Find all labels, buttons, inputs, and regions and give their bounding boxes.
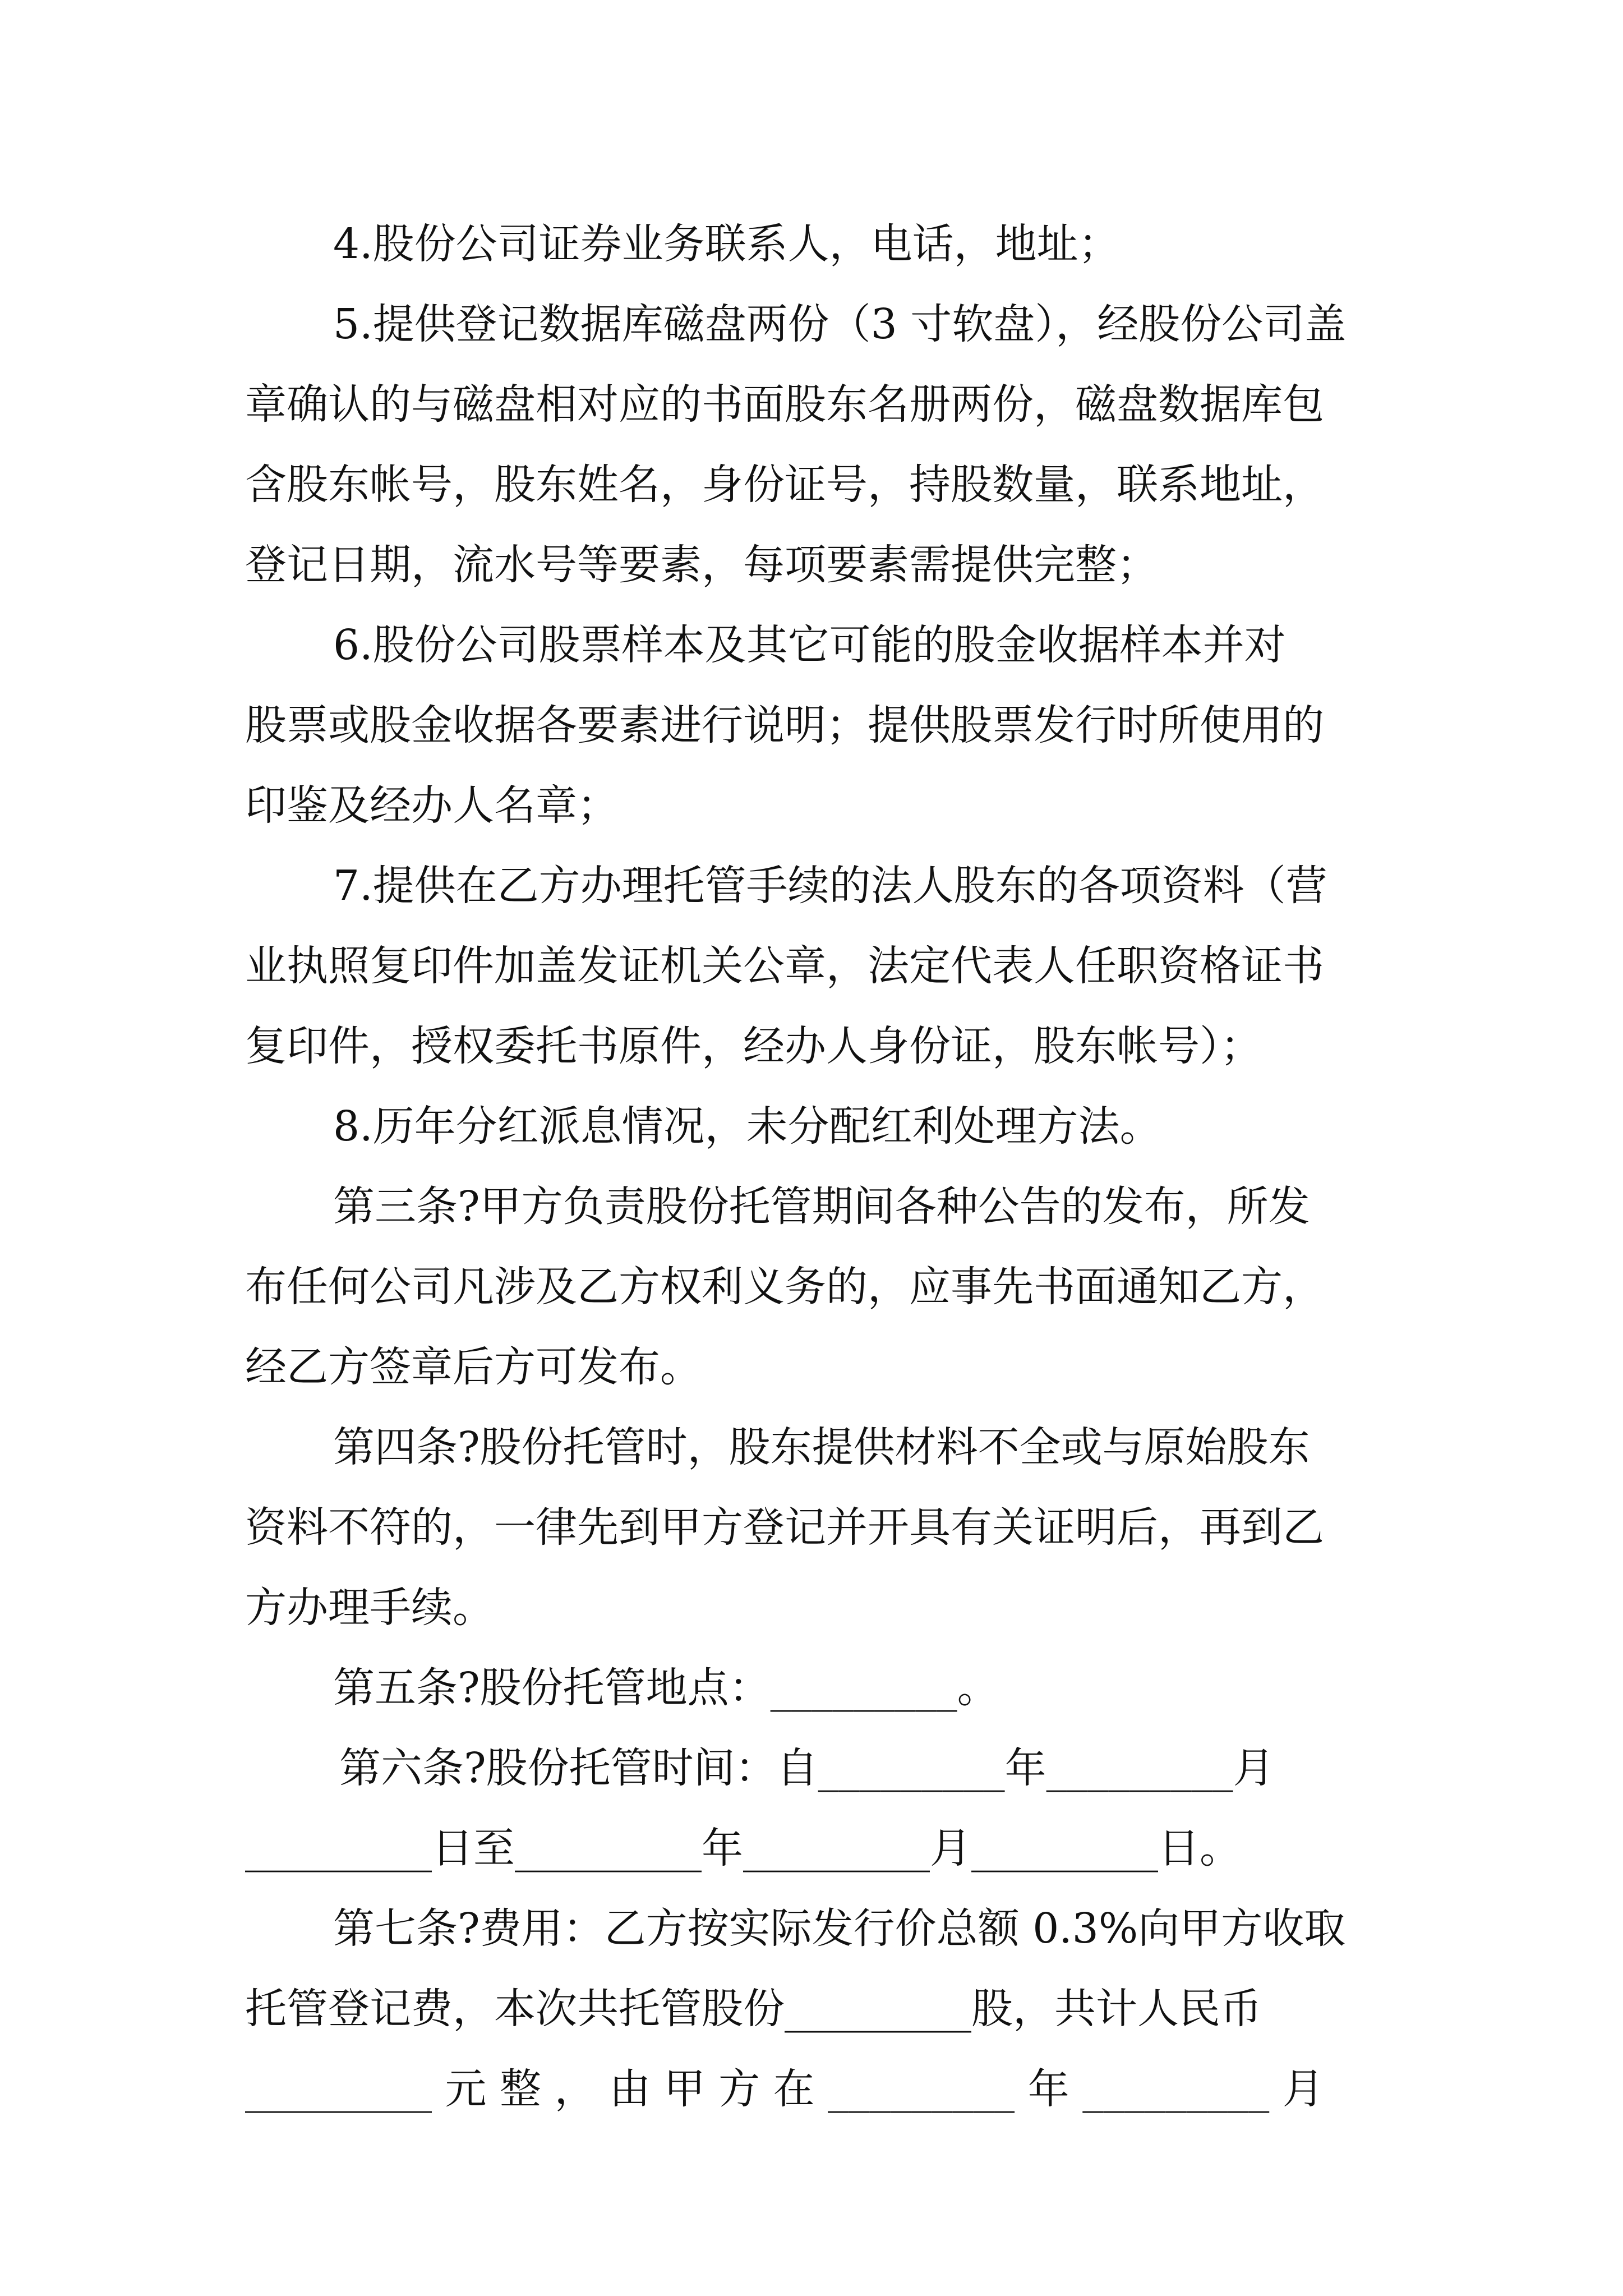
text-line bbox=[0, 766, 1623, 845]
text-line bbox=[0, 2050, 1623, 2128]
line-text: 第五条?股份托管地点：_________。 bbox=[333, 1664, 999, 1712]
line-text: 4.股份公司证券业务联系人，电话，地址； bbox=[333, 220, 1120, 268]
line-text: 印鉴及经办人名章； bbox=[245, 781, 619, 830]
line-text: 第三条?甲方负责股份托管期间各种公告的发布，所发 bbox=[333, 1182, 1310, 1231]
line-text: 7.提供在乙方办理托管手续的法人股东的各项资料（营 bbox=[333, 862, 1327, 910]
text-line bbox=[0, 1568, 1623, 1647]
text-line bbox=[0, 445, 1623, 524]
line-text: 第四条?股份托管时，股东提供材料不全或与原始股东 bbox=[333, 1423, 1310, 1471]
line-text: 复印件，授权委托书原件，经办人身份证，股东帐号）； bbox=[245, 1022, 1262, 1070]
line-text: 股票或股金收据各要素进行说明；提供股票发行时所使用的 bbox=[245, 701, 1324, 749]
text-line bbox=[0, 1649, 1623, 1727]
text-line bbox=[0, 1328, 1623, 1406]
line-text: 第六条?股份托管时间：自_________年_________月 bbox=[339, 1744, 1275, 1792]
text-line bbox=[0, 1167, 1623, 1246]
text-line bbox=[0, 1970, 1623, 2048]
line-text: 资料不符的，一律先到甲方登记并开具有关证明后，再到乙 bbox=[245, 1503, 1324, 1552]
text-line bbox=[0, 606, 1623, 684]
text-line bbox=[0, 205, 1623, 283]
text-line bbox=[0, 1809, 1623, 1888]
line-text: 第七条?费用：乙方按实际发行价总额 0.3%向甲方收取 bbox=[333, 1904, 1346, 1953]
line-text: 托管登记费，本次共托管股份_________股，共计人民币 bbox=[245, 1985, 1262, 2033]
text-line bbox=[0, 1488, 1623, 1567]
text-line bbox=[0, 1007, 1623, 1085]
line-text: _________日至_________年_________月_________日。 bbox=[245, 1824, 1241, 1872]
text-line bbox=[0, 1408, 1623, 1487]
text-line bbox=[0, 846, 1623, 925]
text-line bbox=[0, 285, 1623, 364]
line-text: 方办理手续。 bbox=[245, 1584, 494, 1632]
line-text: 5.提供登记数据库磁盘两份（3 寸软盘），经股份公司盖 bbox=[333, 300, 1347, 348]
line-text: 经乙方签章后方可发布。 bbox=[245, 1343, 702, 1391]
text-line bbox=[0, 927, 1623, 1005]
line-text: _________ 元 整 ， 由 甲 方 在 _________ 年 _________ 月 bbox=[245, 2065, 1324, 2113]
line-text: 业执照复印件加盖发证机关公章，法定代表人任职资格证书 bbox=[245, 942, 1324, 990]
line-text: 含股东帐号，股东姓名，身份证号，持股数量，联系地址， bbox=[245, 461, 1324, 509]
line-text: 布任何公司凡涉及乙方权利义务的，应事先书面通知乙方， bbox=[245, 1263, 1324, 1311]
line-text: 章确认的与磁盘相对应的书面股东名册两份，磁盘数据库包 bbox=[245, 380, 1324, 429]
line-text: 8.历年分红派息情况，未分配红利处理方法。 bbox=[333, 1102, 1161, 1151]
text-line bbox=[0, 365, 1623, 444]
text-line bbox=[0, 526, 1623, 604]
line-text: 6.股份公司股票样本及其它可能的股金收据样本并对 bbox=[333, 621, 1286, 669]
text-line bbox=[0, 1248, 1623, 1326]
text-line bbox=[0, 1729, 1623, 1807]
line-text: 登记日期，流水号等要素，每项要素需提供完整； bbox=[245, 541, 1158, 589]
text-line bbox=[0, 1889, 1623, 1968]
text-line bbox=[0, 1087, 1623, 1166]
text-line bbox=[0, 686, 1623, 765]
